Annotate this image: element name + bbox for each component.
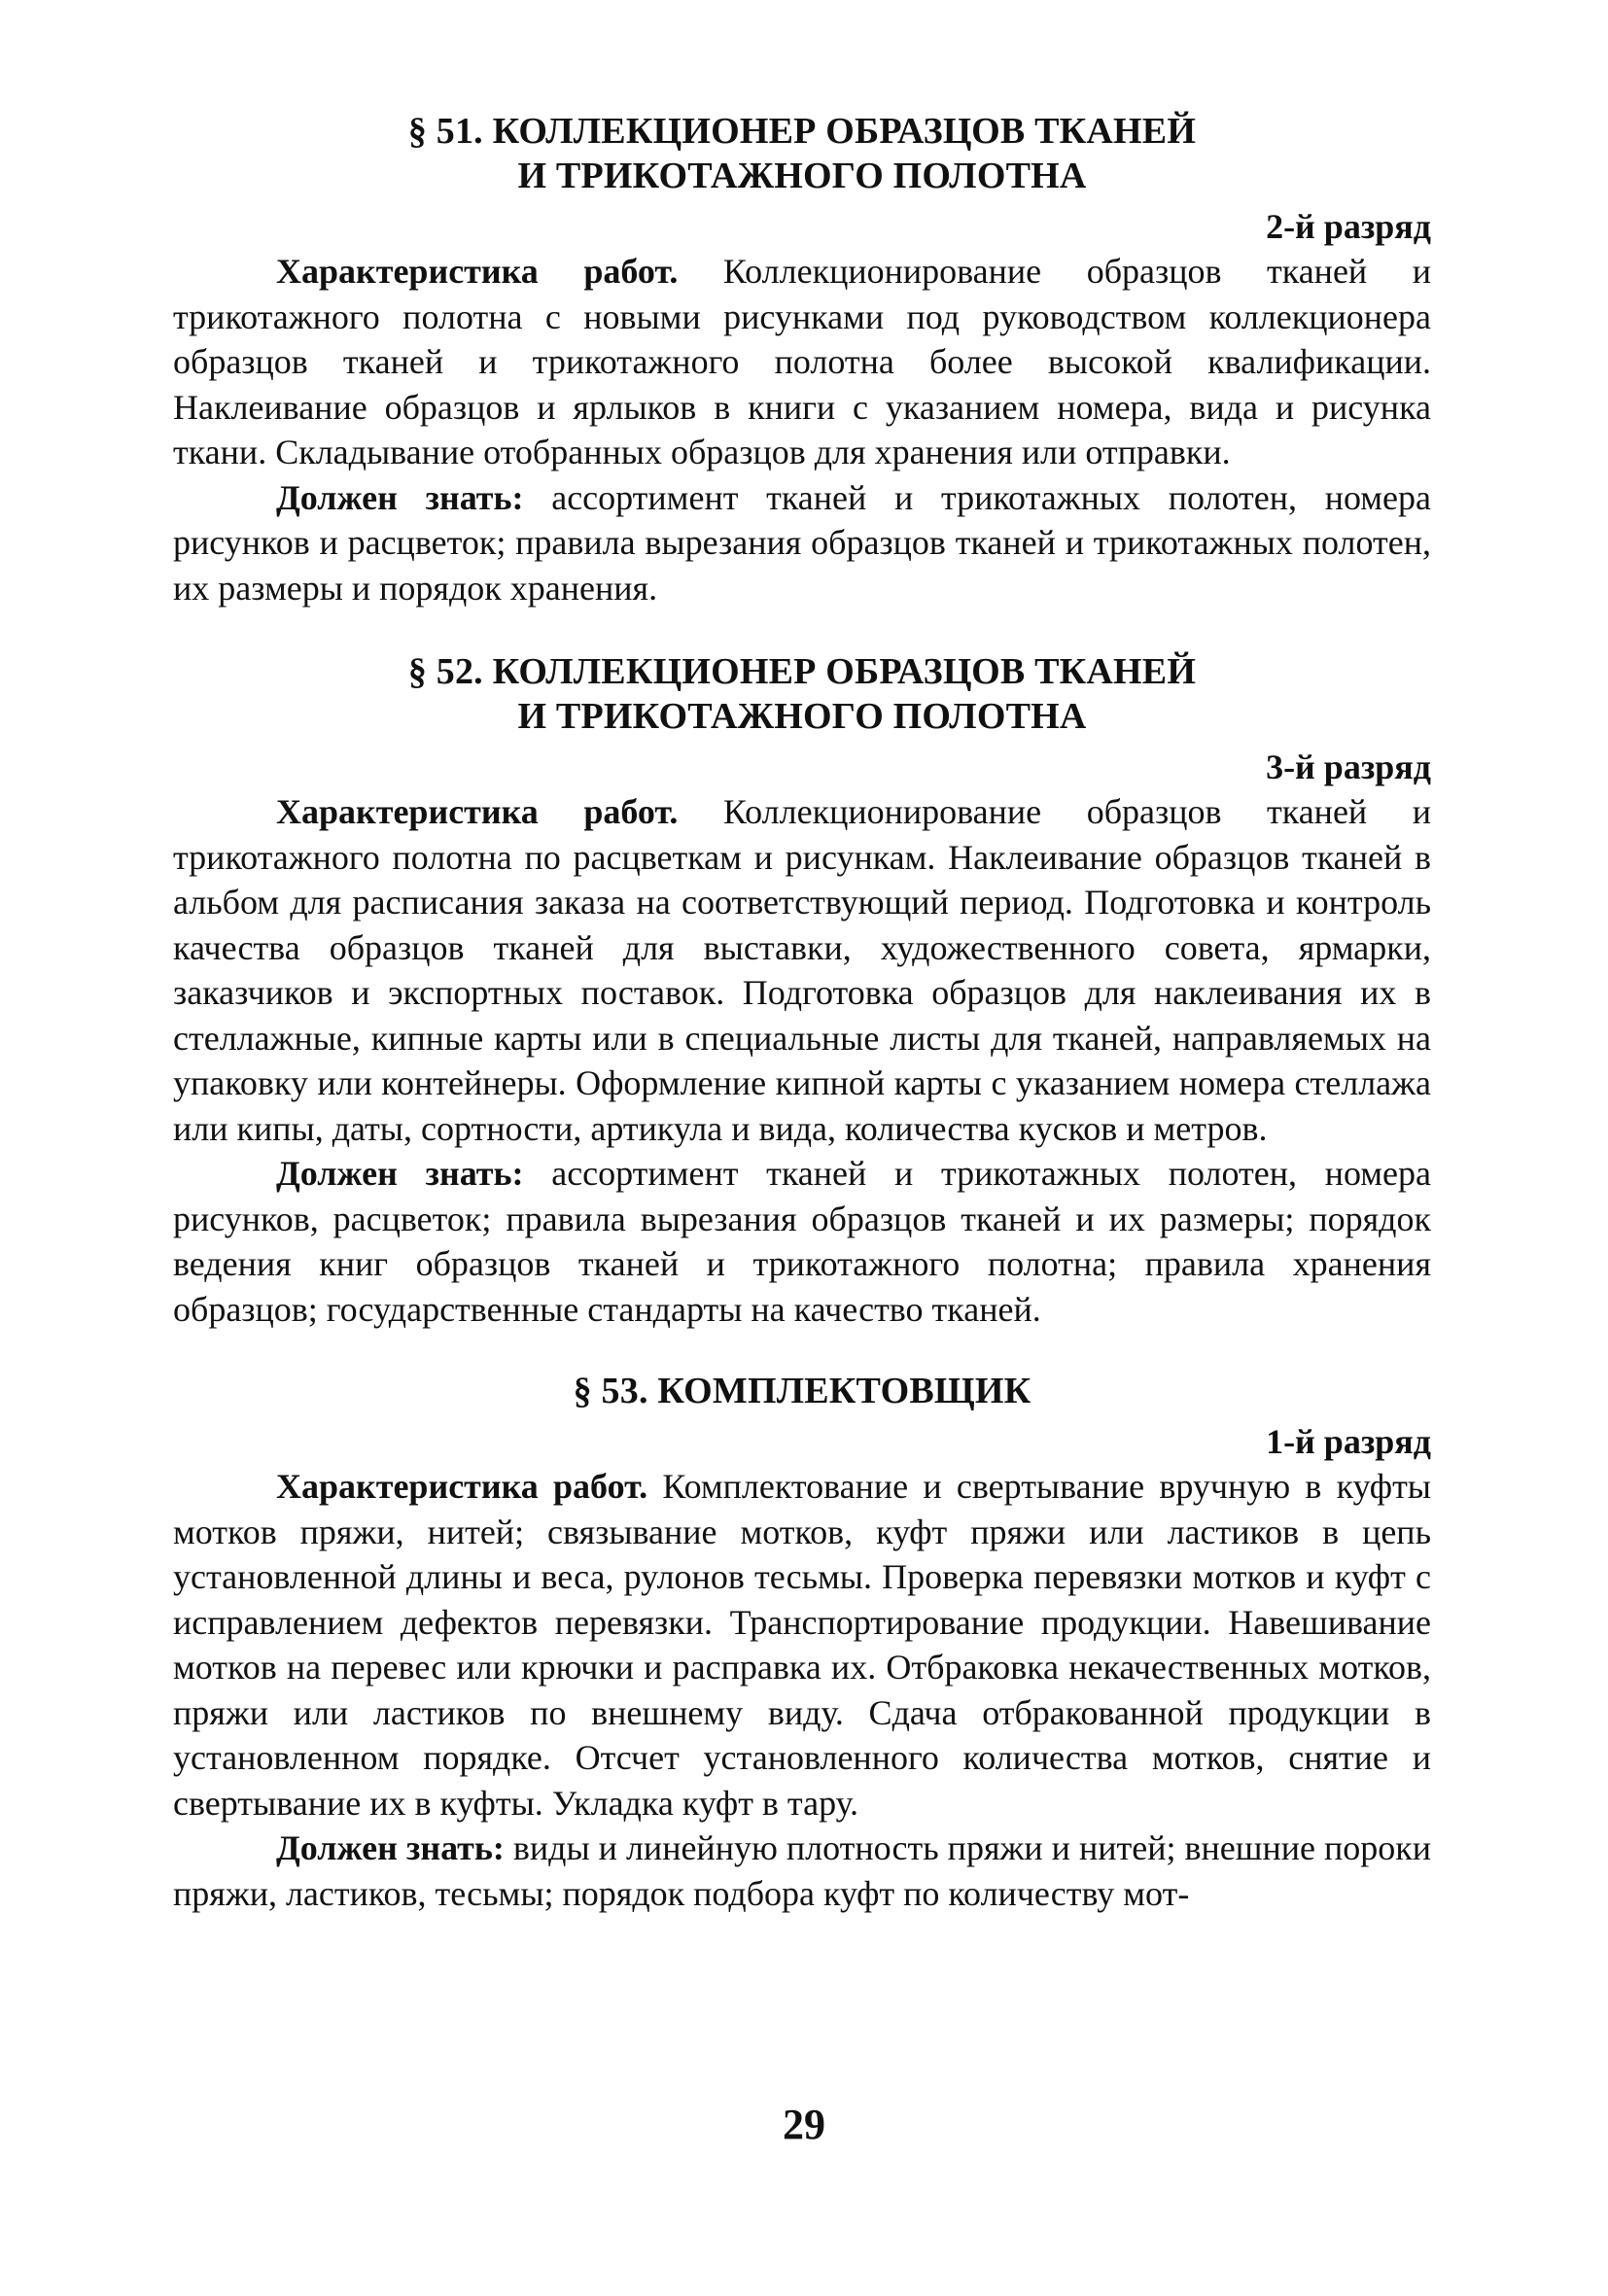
- must-know-text: виды и линейную плотность пряжи и нитей; внешние пороки пряжи, ластиков, тесьмы; порядок подбора куфт по количеству мот-: [173, 1828, 1432, 1913]
- section-spacer: [173, 610, 1431, 649]
- must-know-label: Должен знать:: [276, 477, 524, 517]
- must-know: [173, 1151, 1431, 1332]
- section-title-line-2: И ТРИКОТАЖНОГО ПОЛОТНА: [517, 156, 1087, 196]
- work-characteristics-label: Характеристика работ.: [276, 1467, 648, 1506]
- must-know-label: Должен знать:: [276, 1828, 505, 1867]
- grade-label: 2-й разряд: [1266, 207, 1431, 246]
- must-know-text: ассортимент тканей и трикотажных полотен, номера рисунков, расцветок; правила вырезания образцов тканей и их размеры; порядок ведения книг образцов тканей и трикотажного полотна; правила хранения образцов; государственные стандарты на качество тканей.: [173, 1154, 1432, 1329]
- section-51: [173, 109, 1431, 610]
- section-title-line-2: И ТРИКОТАЖНОГО ПОЛОТНА: [517, 696, 1087, 737]
- work-characteristics-text: Коллекционирование образцов тканей и трикотажного полотна по расцветкам и рисункам. Наклеивание образцов тканей в альбом для расписания заказа на соответствующий период. Подготовка и контроль качества образцов тканей для выставки, художественного совета, ярмарки, заказчиков и экспортных поставок. Подготовка образцов для наклеивания их в стеллажные, кипные карты или в специальные листы для тканей, направляемых на упаковку или контейнеры. Оформление кипной карты с указанием номера стеллажа или кипы, даты, сортности, артикула и вида, количества кусков и метров.: [173, 792, 1431, 1148]
- work-characteristics-label: Характеристика работ.: [276, 792, 679, 831]
- document-page: [173, 109, 1431, 1916]
- work-characteristics: [173, 789, 1431, 1151]
- section-title-line-1: § 52. КОЛЛЕКЦИОНЕР ОБРАЗЦОВ ТКАНЕЙ: [407, 651, 1197, 692]
- page-number: 29: [783, 2101, 825, 2148]
- must-know-label: Должен знать:: [276, 1154, 524, 1193]
- work-characteristics: [173, 1464, 1431, 1826]
- section-title-line-1: § 53. КОМПЛЕКТОВЩИК: [573, 1371, 1031, 1411]
- grade-label: 3-й разряд: [1266, 748, 1431, 786]
- work-characteristics: [173, 249, 1431, 475]
- grade-label: 1-й разряд: [1266, 1422, 1431, 1461]
- section-title-line-1: § 51. КОЛЛЕКЦИОНЕР ОБРАЗЦОВ ТКАНЕЙ: [407, 111, 1197, 152]
- work-characteristics-text: Коллекционирование образцов тканей и трикотажного полотна с новыми рисунками под руководством коллекционера образцов тканей и трикотажного полотна более высокой квалификации. Наклеивание образцов и ярлыков в книги с указанием номера, вида и рисунка ткани. Складывание отобранных образцов для хранения или отправки.: [173, 252, 1431, 471]
- section-title: [173, 649, 1431, 739]
- must-know: [173, 1826, 1431, 1916]
- section-53: [173, 1369, 1431, 1916]
- section-52: [173, 649, 1431, 1332]
- work-characteristics-text: Комплектование и свертывание вручную в куфты мотков пряжи, нитей; связывание мотков, куфт пряжи или ластиков в цепь установленной длины и веса, рулонов тесьмы. Проверка перевязки мотков и куфт с исправлением дефектов перевязки. Транспортирование продукции. Навешивание мотков на перевес или крючки и расправка их. Отбраковка некачественных мотков, пряжи или ластиков по внешнему виду. Сдача отбракованной продукции в установленном порядке. Отсчет установленного количества мотков, снятие и свертывание их в куфты. Укладка куфт в тару.: [173, 1467, 1431, 1823]
- must-know: [173, 475, 1431, 611]
- must-know-text: ассортимент тканей и трикотажных полотен, номера рисунков и расцветок; правила вырезания образцов тканей и трикотажных полотен, их размеры и порядок хранения.: [173, 477, 1432, 608]
- section-title: [173, 109, 1431, 198]
- section-spacer: [173, 1332, 1431, 1369]
- work-characteristics-label: Характеристика работ.: [276, 252, 679, 291]
- section-title: [173, 1369, 1431, 1413]
